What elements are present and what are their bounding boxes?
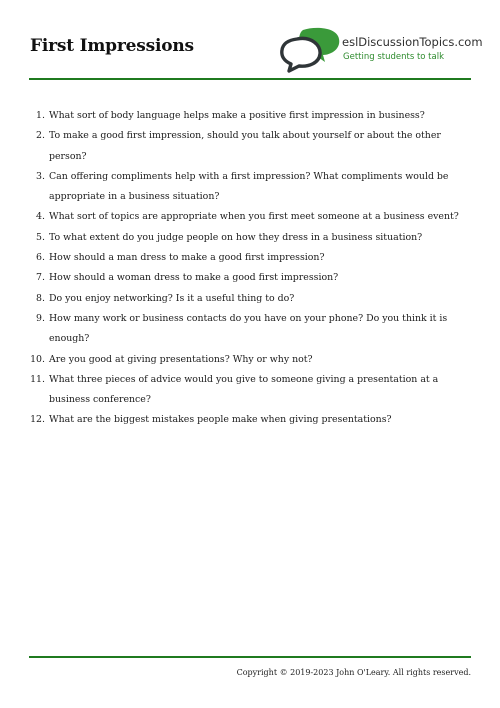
question-number: 6. xyxy=(36,252,45,264)
question-item xyxy=(0,106,500,126)
logo-outline-bubble xyxy=(282,38,320,71)
question-item xyxy=(0,207,500,227)
question-number: 11. xyxy=(30,373,45,385)
question-item xyxy=(0,126,500,167)
question-number: 9. xyxy=(36,312,45,324)
question-list xyxy=(0,106,500,431)
question-item xyxy=(0,167,500,208)
question-number: 4. xyxy=(36,211,45,223)
brand-name: eslDiscussionTopics.com xyxy=(342,35,483,49)
question-number: 1. xyxy=(36,110,45,121)
question-item xyxy=(0,370,500,411)
question-number: 7. xyxy=(36,272,45,284)
header-divider xyxy=(29,78,471,80)
question-text: Are you good at giving presentations? Why or why not? xyxy=(49,353,313,365)
question-text: What three pieces of advice would you give to someone giving a presentation at a business conference? xyxy=(49,373,439,406)
brand-tagline: Getting students to talk xyxy=(343,52,445,62)
speech-bubbles-icon xyxy=(279,27,343,73)
page-title: First Impressions xyxy=(30,36,194,56)
question-item xyxy=(0,309,500,350)
page-header xyxy=(0,0,500,82)
question-number: 10. xyxy=(30,353,45,365)
question-item xyxy=(0,410,500,430)
question-item xyxy=(0,228,500,248)
question-number: 5. xyxy=(36,231,45,243)
question-item xyxy=(0,350,500,370)
question-text: What sort of topics are appropriate when you first meet someone at a business event? xyxy=(49,211,459,223)
question-text: Do you enjoy networking? Is it a useful thing to do? xyxy=(49,292,295,304)
question-number: 3. xyxy=(36,170,45,182)
footer-divider xyxy=(29,656,471,658)
question-text: How many work or business contacts do you have on your phone? Do you think it is enough? xyxy=(49,312,448,345)
question-item xyxy=(0,289,500,309)
question-text: How should a woman dress to make a good first impression? xyxy=(49,272,339,284)
question-item xyxy=(0,248,500,268)
question-text: How should a man dress to make a good first impression? xyxy=(49,252,325,264)
question-number: 8. xyxy=(36,292,45,304)
question-text: What sort of body language helps make a positive first impression in business? xyxy=(49,110,425,121)
question-text: To what extent do you judge people on how they dress in a business situation? xyxy=(49,231,423,243)
question-text: Can offering compliments help with a first impression? What compliments would be appropriate in a business situation? xyxy=(49,170,449,203)
question-text: To make a good first impression, should you talk about yourself or about the other person? xyxy=(49,130,441,162)
question-number: 2. xyxy=(36,130,45,142)
question-text: What are the biggest mistakes people make when giving presentations? xyxy=(49,414,392,426)
question-item xyxy=(0,268,500,288)
question-number: 12. xyxy=(30,414,45,426)
copyright-notice: Copyright © 2019-2023 John O'Leary. All rights reserved. xyxy=(236,668,471,677)
